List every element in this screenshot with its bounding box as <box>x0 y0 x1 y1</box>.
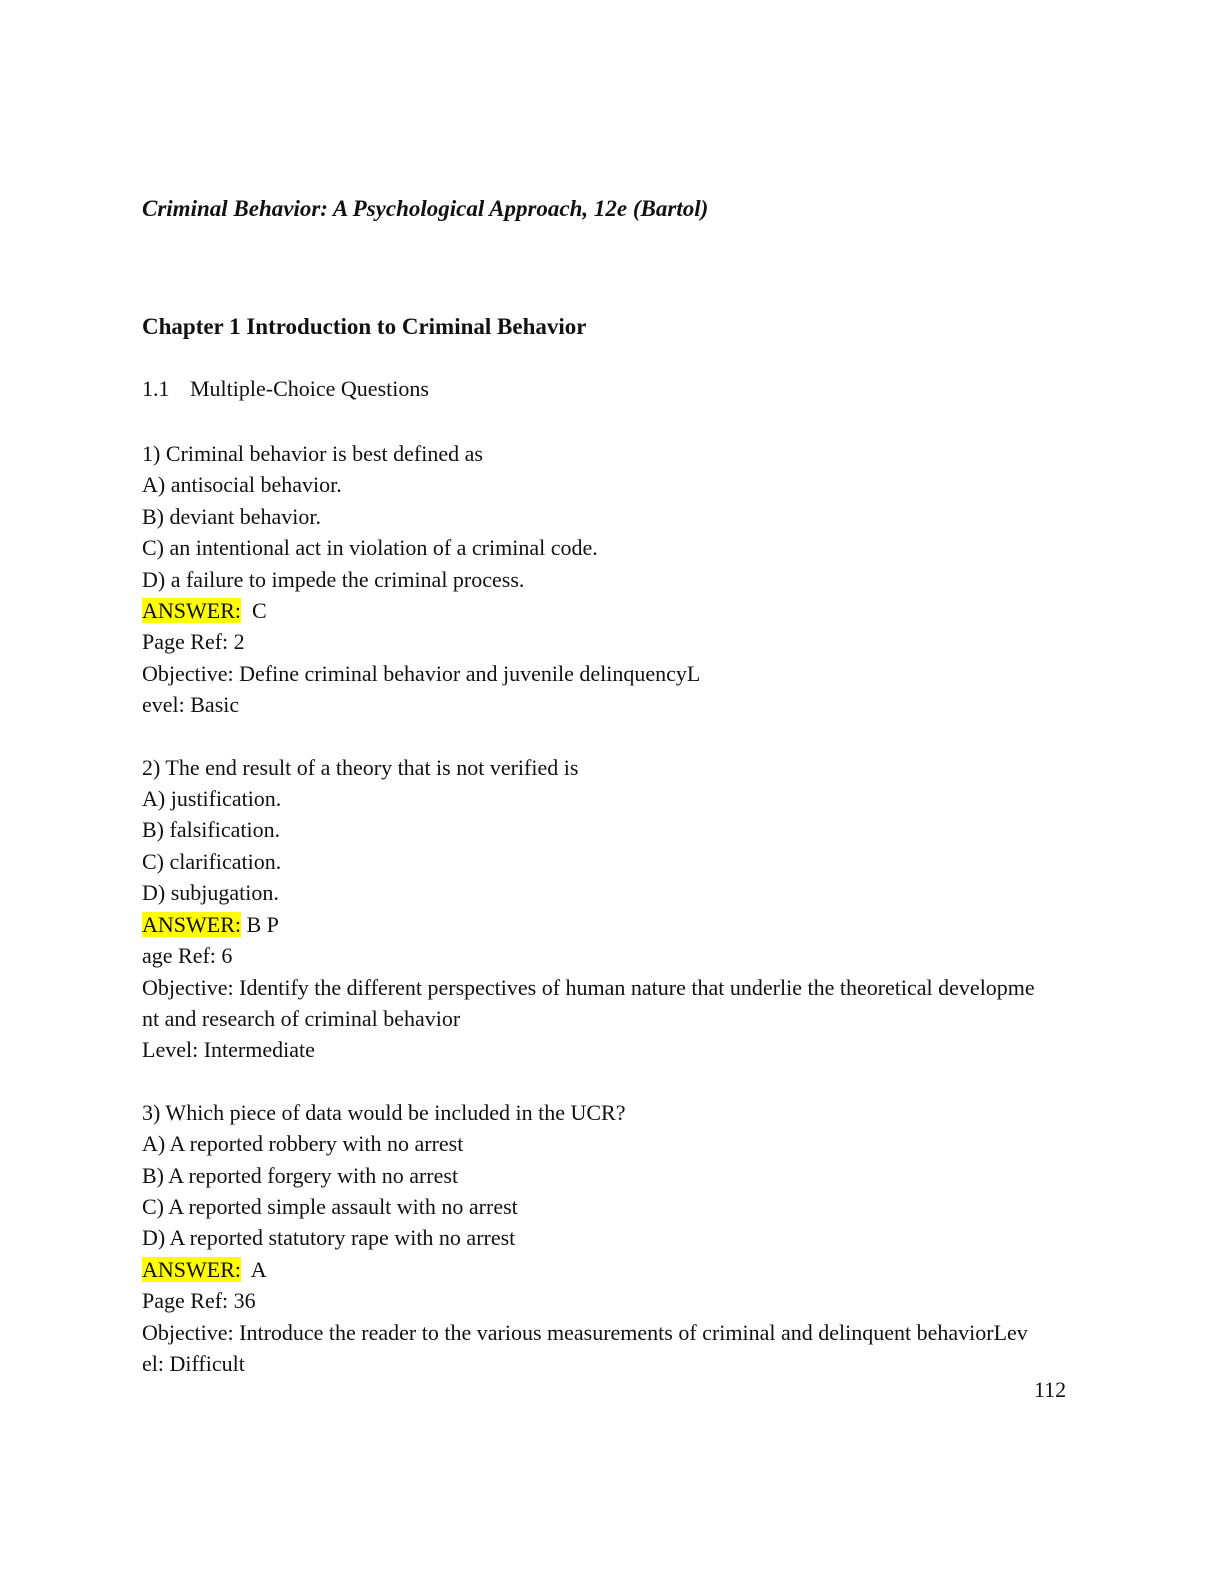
option-b: B) deviant behavior. <box>142 503 322 529</box>
option-c: C) A reported simple assault with no arrest <box>142 1193 518 1219</box>
option-c: C) clarification. <box>142 848 282 874</box>
section-number: 1.1 <box>142 376 170 401</box>
option-a: A) A reported robbery with no arrest <box>142 1131 464 1157</box>
objective-line: Objective: Introduce the reader to the various measurements of criminal and delinquent behaviorLev <box>142 1319 1028 1345</box>
option-d: D) a failure to impede the criminal process. <box>142 566 525 592</box>
page-ref: age Ref: 6 <box>142 943 233 969</box>
question-1 <box>142 438 1092 721</box>
objective-line: evel: Basic <box>142 692 240 718</box>
question-3 <box>142 1097 1092 1380</box>
answer-line <box>142 1254 1092 1285</box>
chapter-title: Chapter 1 Introduction to Criminal Behavior <box>142 314 587 339</box>
section-title: Multiple-Choice Questions <box>190 376 429 401</box>
page-number: 112 <box>1034 1377 1067 1402</box>
answer-label: ANSWER: <box>142 598 241 624</box>
option-b: B) falsification. <box>142 817 281 843</box>
option-d: D) subjugation. <box>142 880 279 906</box>
question-stem: 3) Which piece of data would be included in the UCR? <box>142 1099 626 1125</box>
option-c: C) an intentional act in violation of a criminal code. <box>142 535 598 561</box>
question-list <box>142 438 1092 1410</box>
answer-value: C <box>241 598 267 624</box>
section-heading <box>142 376 429 402</box>
question-2 <box>142 752 1092 1066</box>
answer-label: ANSWER: <box>142 911 241 937</box>
question-stem: 1) Criminal behavior is best defined as <box>142 441 483 466</box>
objective-line: el: Difficult <box>142 1350 245 1376</box>
objective-line: Objective: Identify the different perspectives of human nature that underlie the theoretical developme <box>142 974 1035 1000</box>
answer-value: A <box>241 1256 267 1282</box>
page-ref: Page Ref: 36 <box>142 1288 256 1314</box>
page-ref: Page Ref: 2 <box>142 629 245 655</box>
objective-line: Objective: Define criminal behavior and juvenile delinquencyL <box>142 660 701 686</box>
answer-value: B P <box>241 911 279 937</box>
option-a: A) justification. <box>142 786 282 812</box>
book-title: Criminal Behavior: A Psychological Approach, 12e (Bartol) <box>142 196 709 221</box>
objective-line: nt and research of criminal behavior <box>142 1005 461 1031</box>
question-stem: 2) The end result of a theory that is not verified is <box>142 754 579 780</box>
answer-label: ANSWER: <box>142 1256 241 1282</box>
objective-line: Level: Intermediate <box>142 1037 315 1063</box>
option-a: A) antisocial behavior. <box>142 472 342 498</box>
answer-line <box>142 909 1092 940</box>
option-d: D) A reported statutory rape with no arrest <box>142 1225 516 1251</box>
answer-line <box>142 595 1092 626</box>
option-b: B) A reported forgery with no arrest <box>142 1162 459 1188</box>
